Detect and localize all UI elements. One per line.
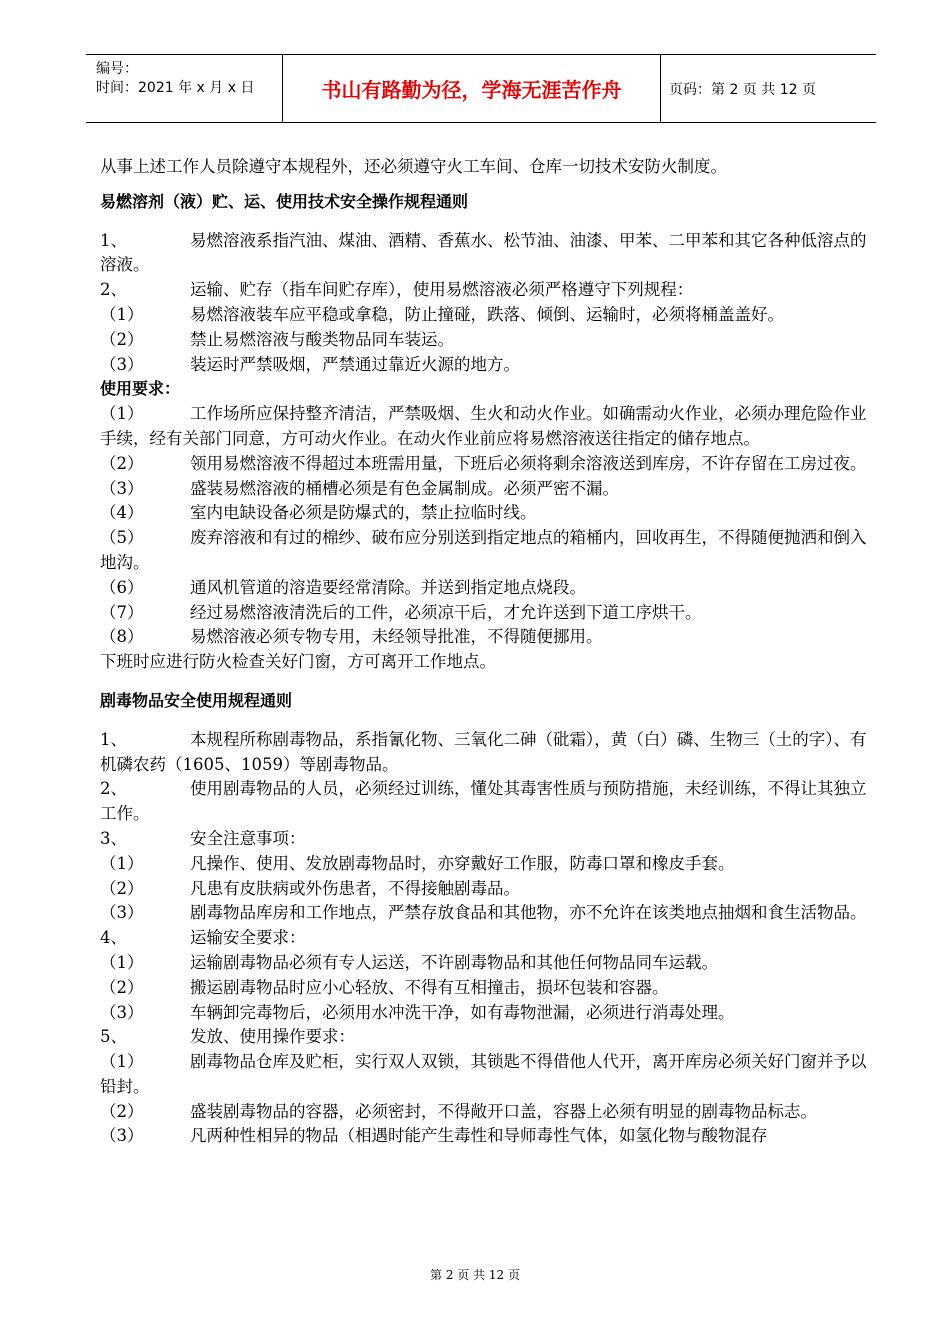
closing-paragraph: 下班时应进行防火检查关好门窗，方可离开工作地点。 xyxy=(100,652,496,672)
item-text: 易燃溶液装车应平稳或拿稳，防止撞碰，跌落、倾倒、运输时，必须将桶盖盖好。 xyxy=(190,304,784,324)
item-number: 2、 xyxy=(100,779,127,799)
item-number: 1、 xyxy=(100,230,127,250)
item-number: （2） xyxy=(100,1101,144,1121)
document-body xyxy=(100,155,870,1149)
list-item xyxy=(100,526,870,576)
item-text: 凡两种性相异的物品（相遇时能产生毒性和导师毒性气体，如氢化物与酸物混存 xyxy=(190,1126,768,1146)
list-item xyxy=(100,353,870,378)
list-item xyxy=(100,976,870,1001)
item-number: （7） xyxy=(100,602,144,622)
document-number-label: 编号： xyxy=(96,61,138,77)
item-number: （1） xyxy=(100,304,144,324)
list-item xyxy=(100,601,870,626)
item-number: 4、 xyxy=(100,928,127,948)
header-page-code: 页码：第 2 页 共 12 页 xyxy=(669,81,816,98)
item-text: 使用剧毒物品的人员，必须经过训练，懂处其毒害性质与预防措施，未经训练，不得让其独立工作。 xyxy=(100,779,867,824)
item-number: （6） xyxy=(100,577,144,597)
list-item xyxy=(100,303,870,328)
item-text: 搬运剧毒物品时应小心轻放、不得有互相撞击，损坏包装和容器。 xyxy=(190,977,669,997)
item-number: （3） xyxy=(100,1126,144,1146)
item-text: 盛装剧毒物品的容器，必须密封，不得敞开口盖，容器上必须有明显的剧毒物品标志。 xyxy=(190,1101,817,1121)
list-item xyxy=(100,1050,870,1100)
item-number: （1） xyxy=(100,1052,144,1072)
usage-requirements-list xyxy=(100,402,870,650)
item-number: 2、 xyxy=(100,280,127,300)
item-number: （3） xyxy=(100,1002,144,1022)
item-text: 装运时严禁吸烟，严禁通过靠近火源的地方。 xyxy=(190,354,520,374)
section-title-toxic: 剧毒物品安全使用规程通则 xyxy=(100,690,293,710)
item-number: （2） xyxy=(100,977,144,997)
list-item xyxy=(100,278,870,303)
item-text: 废弃溶液和有过的棉纱、破布应分别送到指定地点的箱桶内，回收再生，不得随便抛洒和倒入地沟。 xyxy=(100,528,867,572)
header-meta xyxy=(86,55,283,122)
item-text: 凡操作、使用、发放剧毒物品时，亦穿戴好工作服，防毒口罩和橡皮手套。 xyxy=(190,853,735,873)
item-number: （3） xyxy=(100,903,144,923)
item-text: 工作场所应保持整齐清洁，严禁吸烟、生火和动火作业。如确需动火作业，必须办理危险作业手续，经有关部门同意，方可动火作业。在动火作业前应将易燃溶液送往指定的储存地点。 xyxy=(100,404,867,448)
item-text: 运输安全要求： xyxy=(190,928,306,948)
item-number: （5） xyxy=(100,528,144,548)
item-text: 运输剧毒物品必须有专人运送，不许剧毒物品和其他任何物品同车运载。 xyxy=(190,952,718,972)
flammable-rules-list xyxy=(100,229,870,378)
list-item xyxy=(100,926,870,951)
document-time-label: 时间：2021 年 x 月 x 日 xyxy=(96,80,255,96)
item-text: 本规程所称剧毒物品，系指氰化物、三氧化二砷（砒霜），黄（白）磷、生物三（土的字）、有机磷农药（1605、1059）等剧毒物品。 xyxy=(100,729,867,774)
list-item xyxy=(100,901,870,926)
item-number: （1） xyxy=(100,853,144,873)
list-item xyxy=(100,328,870,353)
intro-paragraph: 从事上述工作人员除遵守本规程外，还必须遵守火工车间、仓库一切技术安防火制度。 xyxy=(100,157,727,176)
item-number: （8） xyxy=(100,627,144,647)
item-number: （1） xyxy=(100,952,144,972)
list-item xyxy=(100,951,870,976)
list-item xyxy=(100,625,870,650)
item-text: 易燃溶液必须专物专用，未经领导批准，不得随便挪用。 xyxy=(190,627,603,647)
item-text: 安全注意事项： xyxy=(190,828,306,848)
list-item xyxy=(100,1100,870,1125)
item-text: 易燃溶液系指汽油、煤油、酒精、香蕉水、松节油、油漆、甲苯、二甲苯和其它各种低溶点的溶液。 xyxy=(100,230,867,275)
item-number: 5、 xyxy=(100,1027,127,1047)
list-item xyxy=(100,477,870,502)
item-number: （2） xyxy=(100,878,144,898)
list-item xyxy=(100,1001,870,1026)
item-number: 1、 xyxy=(100,729,127,749)
list-item xyxy=(100,452,870,477)
item-number: （4） xyxy=(100,503,144,523)
item-text: 通风机管道的溶造要经常清除。并送到指定地点烧段。 xyxy=(190,577,586,597)
list-item xyxy=(100,852,870,877)
item-number: （1） xyxy=(100,404,144,424)
page-footer: 第 2 页 共 12 页 xyxy=(430,1268,520,1282)
item-text: 经过易燃溶液清洗后的工件，必须凉干后，才允许送到下道工序烘干。 xyxy=(190,602,702,622)
item-text: 盛装易燃溶液的桶槽必须是有色金属制成。必须严密不漏。 xyxy=(190,478,619,498)
list-item xyxy=(100,501,870,526)
item-text: 剧毒物品仓库及贮柜，实行双人双锁，其锁匙不得借他人代开，离开库房必须关好门窗并予以铅封。 xyxy=(100,1052,867,1096)
item-text: 发放、使用操作要求： xyxy=(190,1027,355,1047)
list-item xyxy=(100,777,870,827)
list-item xyxy=(100,1025,870,1050)
item-number: （2） xyxy=(100,329,144,349)
header-motto: 书山有路勤为径，学海无涯苦作舟 xyxy=(283,55,661,122)
item-number: （3） xyxy=(100,354,144,374)
item-text: 运输、贮存（指车间贮存库），使用易燃溶液必须严格遵守下列规程： xyxy=(190,280,694,300)
list-item xyxy=(100,1124,870,1149)
list-item xyxy=(100,576,870,601)
item-text: 车辆卸完毒物后，必须用水冲洗干净，如有毒物泄漏，必须进行消毒处理。 xyxy=(190,1002,735,1022)
usage-requirements-title: 使用要求： xyxy=(100,379,181,399)
item-number: 3、 xyxy=(100,828,127,848)
item-text: 室内电缺设备必须是防爆式的，禁止拉临时线。 xyxy=(190,503,537,523)
list-item xyxy=(100,827,870,852)
item-text: 剧毒物品库房和工作地点，严禁存放食品和其他物，亦不允许在该类地点抽烟和食生活物品。 xyxy=(190,903,867,923)
list-item xyxy=(100,229,870,279)
item-number: （2） xyxy=(100,453,144,473)
list-item xyxy=(100,877,870,902)
list-item xyxy=(100,728,870,778)
item-number: （3） xyxy=(100,478,144,498)
list-item xyxy=(100,402,870,452)
item-text: 凡患有皮肤病或外伤患者，不得接触剧毒品。 xyxy=(190,878,520,898)
item-text: 领用易燃溶液不得超过本班需用量，下班后必须将剩余溶液送到库房，不许存留在工房过夜。 xyxy=(190,453,867,473)
section-title-flammable: 易燃溶剂（液）贮、运、使用技术安全操作规程通则 xyxy=(100,191,469,211)
page-header xyxy=(86,54,876,123)
item-text: 禁止易燃溶液与酸类物品同车装运。 xyxy=(190,329,454,349)
toxic-rules-list xyxy=(100,728,870,1150)
